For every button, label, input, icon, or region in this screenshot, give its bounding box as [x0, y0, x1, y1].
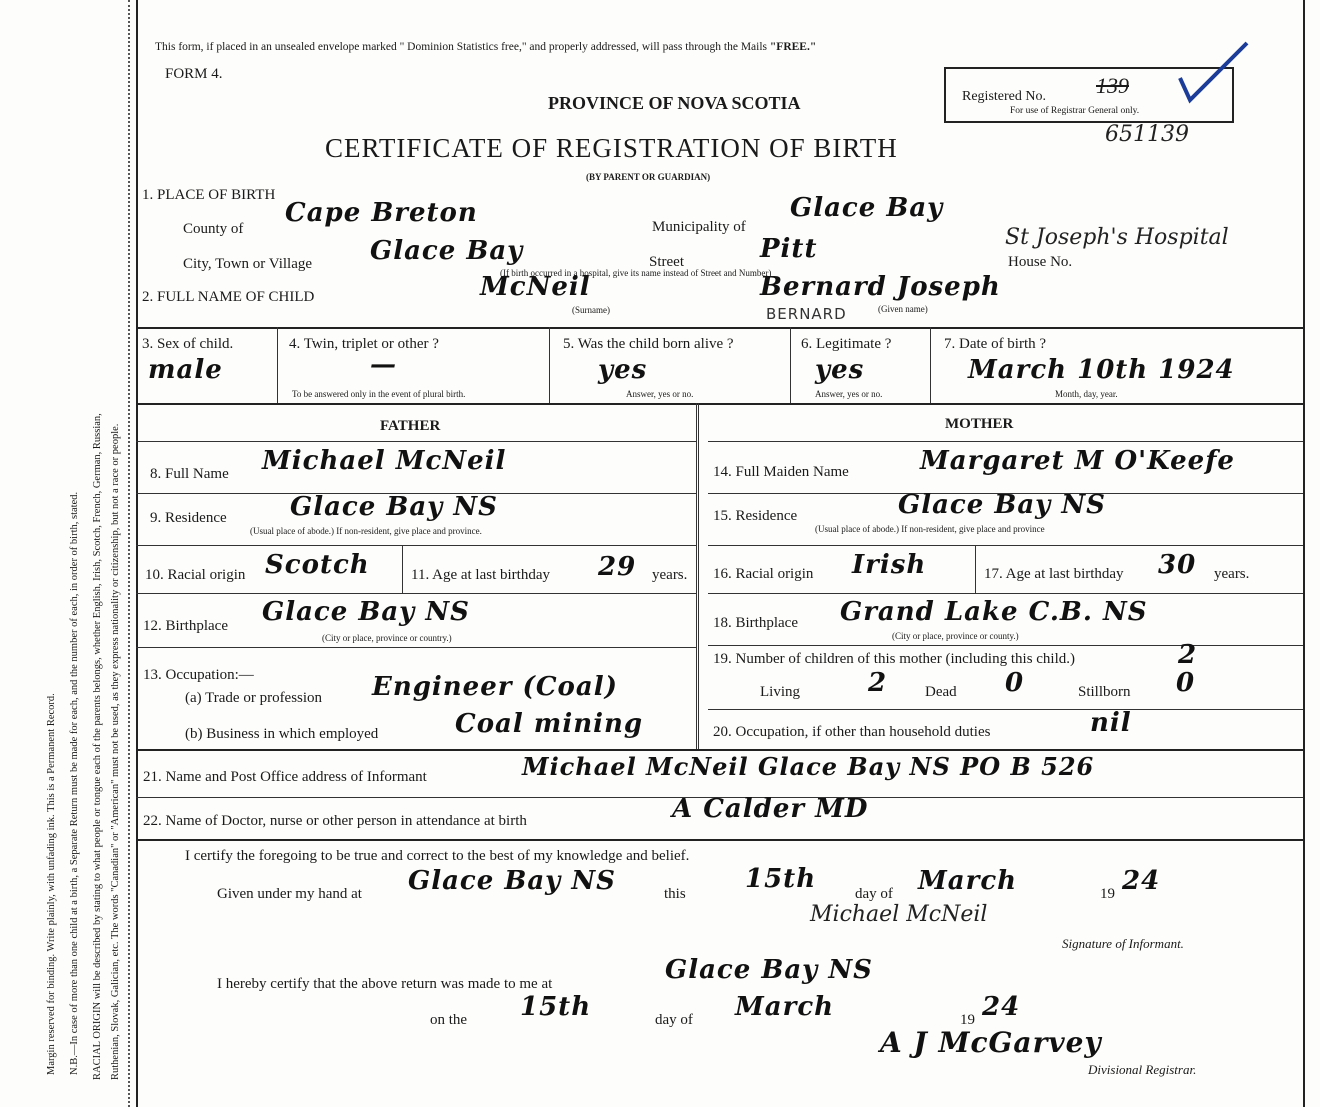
row-divider [136, 839, 1303, 841]
mother-children-value: 2 [1178, 640, 1198, 670]
given-year-value: 24 [1122, 866, 1161, 896]
mail-notice: This form, if placed in an unsealed envelope marked " Dominion Statistics free," and properly addressed, will pass through the Mails "FREE." [155, 41, 817, 53]
place-of-birth-label: 1. PLACE OF BIRTH [142, 187, 276, 203]
registrar-note: For use of Registrar General only. [1010, 106, 1140, 116]
father-residence-value: Glace Bay NS [290, 492, 498, 522]
cell-divider [790, 327, 791, 403]
return-year-prefix: 19 [960, 1012, 975, 1028]
mother-age-value: 30 [1158, 550, 1197, 580]
father-business-label: (b) Business in which employed [185, 726, 379, 742]
father-heading: FATHER [380, 418, 441, 434]
father-birthplace-note: (City or place, province or country.) [322, 633, 452, 643]
child-name-label: 2. FULL NAME OF CHILD [142, 289, 315, 305]
county-label: County of [183, 221, 244, 237]
return-year-value: 24 [982, 992, 1021, 1022]
registrar-signature-label: Divisional Registrar. [1088, 1062, 1197, 1077]
on-the-label: on the [430, 1012, 468, 1028]
row-divider [136, 403, 1303, 405]
city-label: City, Town or Village [183, 256, 313, 272]
surname-note: (Surname) [572, 305, 610, 315]
certify-statement: I certify the foregoing to be true and correct to the best of my knowledge and belief. [185, 848, 690, 864]
living-value: 2 [868, 668, 888, 698]
return-day-of-label: day of [655, 1012, 693, 1028]
father-years-label: years. [652, 567, 688, 583]
dob-label: 7. Date of birth ? [944, 336, 1047, 352]
father-age-value: 29 [598, 552, 637, 582]
given-name-note: (Given name) [878, 304, 928, 314]
mother-heading: MOTHER [945, 416, 1014, 432]
row-divider [136, 593, 696, 594]
father-racial-label: 10. Racial origin [145, 567, 246, 583]
year-prefix: 19 [1100, 886, 1115, 902]
father-racial-value: Scotch [265, 550, 370, 580]
father-trade-value: Engineer (Coal) [372, 672, 618, 702]
father-trade-label: (a) Trade or profession [185, 690, 323, 706]
registered-number: 651139 [1105, 122, 1189, 147]
legitimate-label: 6. Legitimate ? [801, 336, 892, 352]
given-name-stamp: BERNARD [766, 305, 847, 323]
twin-label: 4. Twin, triplet or other ? [289, 336, 439, 352]
informant-signature-label: Signature of Informant. [1062, 936, 1184, 951]
child-given-name: Bernard Joseph [760, 272, 1001, 302]
dead-value: 0 [1005, 668, 1025, 698]
certificate-subtitle: (BY PARENT OR GUARDIAN) [586, 172, 711, 182]
mother-children-label: 19. Number of children of this mother (including this child.) [713, 651, 1076, 667]
side-note-3: RACIAL ORIGIN will be described by stating to what people or tongue each of the parents belongs, whether English, Irish, Scotch, French, German, Russian, [92, 413, 103, 1080]
dead-label: Dead [925, 684, 957, 700]
house-number-label: House No. [1008, 254, 1073, 270]
mother-residence-value: Glace Bay NS [898, 490, 1106, 520]
father-birthplace-label: 12. Birthplace [143, 618, 228, 634]
stillborn-label: Stillborn [1078, 684, 1131, 700]
father-name-label: 8. Full Name [150, 466, 229, 482]
father-name-value: Michael McNeil [262, 446, 507, 476]
cell-divider [930, 327, 931, 403]
cell-divider [402, 545, 403, 593]
mother-birthplace-note: (City or place, province or county.) [892, 631, 1019, 641]
alive-label: 5. Was the child born alive ? [563, 336, 734, 352]
form-right-border [1303, 0, 1305, 1107]
mother-name-value: Margaret M O'Keefe [920, 446, 1235, 476]
father-residence-note: (Usual place of abode.) If non-resident, give place and province. [250, 526, 482, 536]
return-day-value: 15th [520, 992, 592, 1022]
return-month-value: March [735, 992, 835, 1022]
row-divider [136, 441, 696, 442]
mother-birthplace-label: 18. Birthplace [713, 615, 798, 631]
side-note-1: Margin reserved for binding. Write plainly, with unfading ink. This is a Permanent Record. [46, 693, 57, 1075]
row-divider [708, 709, 1303, 710]
mother-residence-label: 15. Residence [713, 508, 798, 524]
municipality-value: Glace Bay [790, 193, 944, 223]
given-hand-label: Given under my hand at [217, 886, 362, 902]
return-place-value: Glace Bay NS [665, 955, 873, 985]
registered-struck-number: 139 [1096, 73, 1129, 98]
this-label: this [664, 886, 686, 902]
certificate-title: CERTIFICATE OF REGISTRATION OF BIRTH [325, 133, 898, 163]
twin-value: — [370, 350, 397, 380]
cell-divider [975, 545, 976, 593]
hospital-value: St Joseph's Hospital [1005, 225, 1229, 250]
father-residence-label: 9. Residence [150, 510, 227, 526]
row-divider [136, 327, 1303, 329]
return-label: I hereby certify that the above return was made to me at [217, 976, 553, 992]
dob-note: Month, day, year. [1055, 389, 1118, 399]
informant-signature: Michael McNeil [810, 902, 988, 927]
given-month-value: March [918, 866, 1018, 896]
row-divider [708, 545, 1303, 546]
street-value: Pitt [760, 234, 818, 264]
father-business-value: Coal mining [455, 709, 644, 739]
day-of-label: day of [855, 886, 893, 902]
given-day-value: 15th [745, 864, 817, 894]
row-divider [136, 545, 696, 546]
registered-label: Registered No. [962, 89, 1046, 104]
mother-racial-value: Irish [852, 550, 927, 580]
legitimate-note: Answer, yes or no. [815, 389, 883, 399]
side-note-2: N.B.—In case of more than one child at a birth, a Separate Return must be made for each, and the number of each, in order of birth, stated. [69, 491, 80, 1075]
row-divider [708, 593, 1303, 594]
alive-value: yes [598, 355, 648, 385]
dob-value: March 10th 1924 [968, 355, 1235, 385]
province-title: PROVINCE OF NOVA SCOTIA [548, 93, 801, 113]
mother-residence-note: (Usual place of abode.) If non-resident, give place and province [815, 524, 1045, 534]
stillborn-value: 0 [1176, 668, 1196, 698]
father-age-label: 11. Age at last birthday [411, 567, 550, 583]
municipality-label: Municipality of [652, 219, 746, 235]
mother-birthplace-value: Grand Lake C.B. NS [840, 597, 1148, 627]
side-note-4: Ruthenian, Slovak, Galician, etc. The words "Canadian" or "American" must not be used, as they express nationality or citizenship, but not a race or people. [110, 423, 121, 1080]
row-divider [708, 645, 1303, 646]
street-label: Street [649, 254, 684, 270]
father-birthplace-value: Glace Bay NS [262, 597, 470, 627]
cell-divider [277, 327, 278, 403]
mother-name-label: 14. Full Maiden Name [713, 464, 849, 480]
mother-occupation-label: 20. Occupation, if other than household duties [713, 724, 991, 740]
row-divider [136, 749, 1303, 751]
mother-years-label: years. [1214, 566, 1250, 582]
sex-value: male [148, 355, 223, 385]
form-left-border [136, 0, 138, 1107]
row-divider [136, 647, 696, 648]
mother-age-label: 17. Age at last birthday [984, 566, 1124, 582]
row-divider [708, 441, 1303, 442]
county-value: Cape Breton [285, 198, 478, 228]
form-number: FORM 4. [165, 66, 223, 82]
binding-margin-line [128, 0, 130, 1107]
registrar-signature: A J McGarvey [880, 1026, 1102, 1059]
city-value: Glace Bay [370, 236, 524, 266]
informant-value: Michael McNeil Glace Bay NS PO B 526 [522, 752, 1095, 781]
given-place-value: Glace Bay NS [408, 866, 616, 896]
legitimate-value: yes [815, 355, 865, 385]
informant-label: 21. Name and Post Office address of Informant [143, 769, 427, 785]
column-divider [696, 403, 699, 749]
alive-note: Answer, yes or no. [626, 389, 694, 399]
child-surname: McNeil [480, 272, 591, 302]
mother-racial-label: 16. Racial origin [713, 566, 814, 582]
checkmark-icon [1175, 38, 1255, 118]
mother-occupation-value: nil [1090, 708, 1132, 738]
father-occupation-label: 13. Occupation:— [143, 667, 254, 683]
doctor-label: 22. Name of Doctor, nurse or other person in attendance at birth [143, 813, 527, 829]
twin-note: To be answered only in the event of plural birth. [292, 389, 466, 399]
sex-label: 3. Sex of child. [142, 336, 234, 352]
cell-divider [549, 327, 550, 403]
living-label: Living [760, 684, 800, 700]
hospital-note: (If birth occurred in a hospital, give its name instead of Street and Number) [500, 268, 772, 278]
doctor-value: A Calder MD [672, 794, 869, 824]
